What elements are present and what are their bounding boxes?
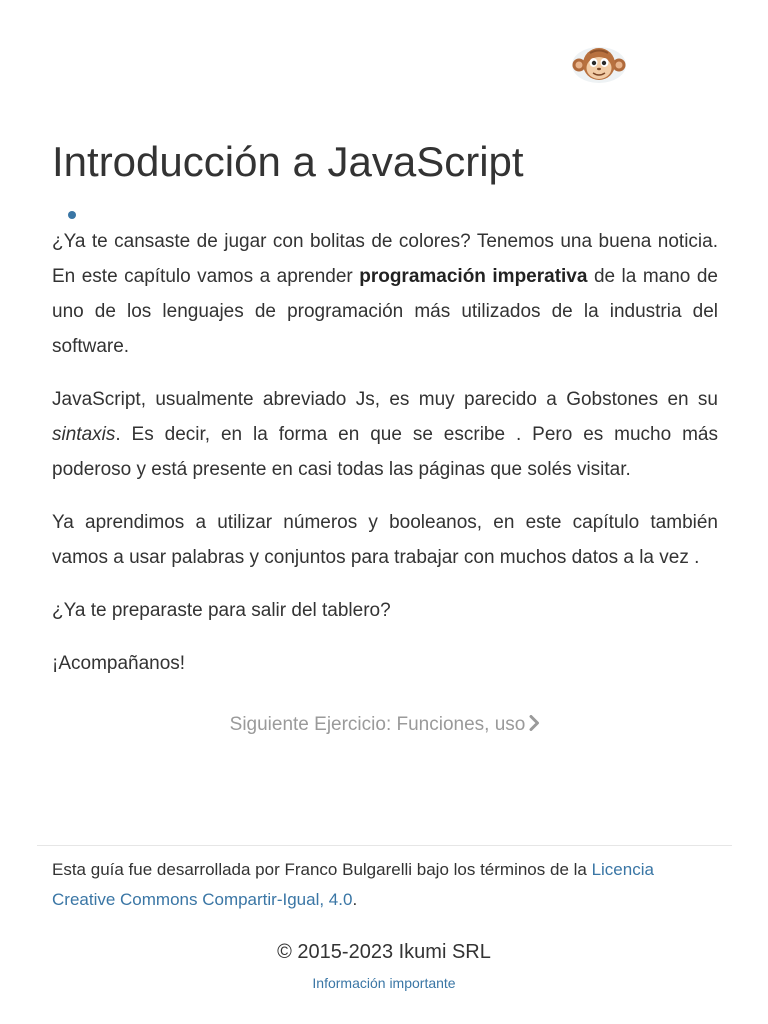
license-link[interactable]: Licencia Creative Commons Compartir-Igual, 4.0 xyxy=(52,860,654,909)
footer-divider xyxy=(37,845,732,846)
license-notice xyxy=(52,855,718,915)
copyright-text: © 2015-2023 Ikumi SRL xyxy=(277,941,491,963)
progress-dot[interactable] xyxy=(68,211,76,219)
license-prefix: Esta guía fue desarrollada por Franco Bulgarelli bajo los términos de la xyxy=(52,860,592,879)
intro-paragraph xyxy=(52,224,718,364)
monkey-avatar-icon[interactable] xyxy=(571,44,627,84)
intro-text-1: ¿Ya te cansaste de jugar con bolitas de colores? Tenemos una buena noticia. En este capítulo vamos a aprender xyxy=(52,231,718,287)
intro-text-2: de la mano de uno de los lenguajes de programación más utilizados de la industria del software. xyxy=(52,266,718,357)
next-exercise-link[interactable] xyxy=(52,708,718,742)
exercise-description xyxy=(52,224,718,699)
page-title: Introducción a JavaScript xyxy=(52,138,524,185)
syntax-text-2: . Es decir, en la forma en que se escribe . Pero es mucho más poderoso y está presente en casi todas las páginas que solés visitar. xyxy=(52,424,718,480)
data-paragraph: Ya aprendimos a utilizar números y booleanos, en este capítulo también vamos a usar palabras y conjuntos para trabajar con muchos datos a la vez . xyxy=(52,512,718,568)
question-paragraph: ¿Ya te preparaste para salir del tablero? xyxy=(52,600,391,621)
syntax-italic-text: sintaxis xyxy=(52,424,116,445)
top-bar xyxy=(0,0,768,120)
next-exercise-label: Siguiente Ejercicio: Funciones, uso xyxy=(229,714,526,735)
chevron-right-icon xyxy=(529,715,540,731)
syntax-text-1: JavaScript, usualmente abreviado Js, es muy parecido a Gobstones en su xyxy=(52,389,718,410)
license-suffix: . xyxy=(352,890,358,909)
intro-bold-text: programación imperativa xyxy=(359,266,588,287)
closing-paragraph: ¡Acompañanos! xyxy=(52,653,186,674)
syntax-paragraph xyxy=(52,382,718,487)
important-info-link[interactable]: Información importante xyxy=(312,975,456,991)
